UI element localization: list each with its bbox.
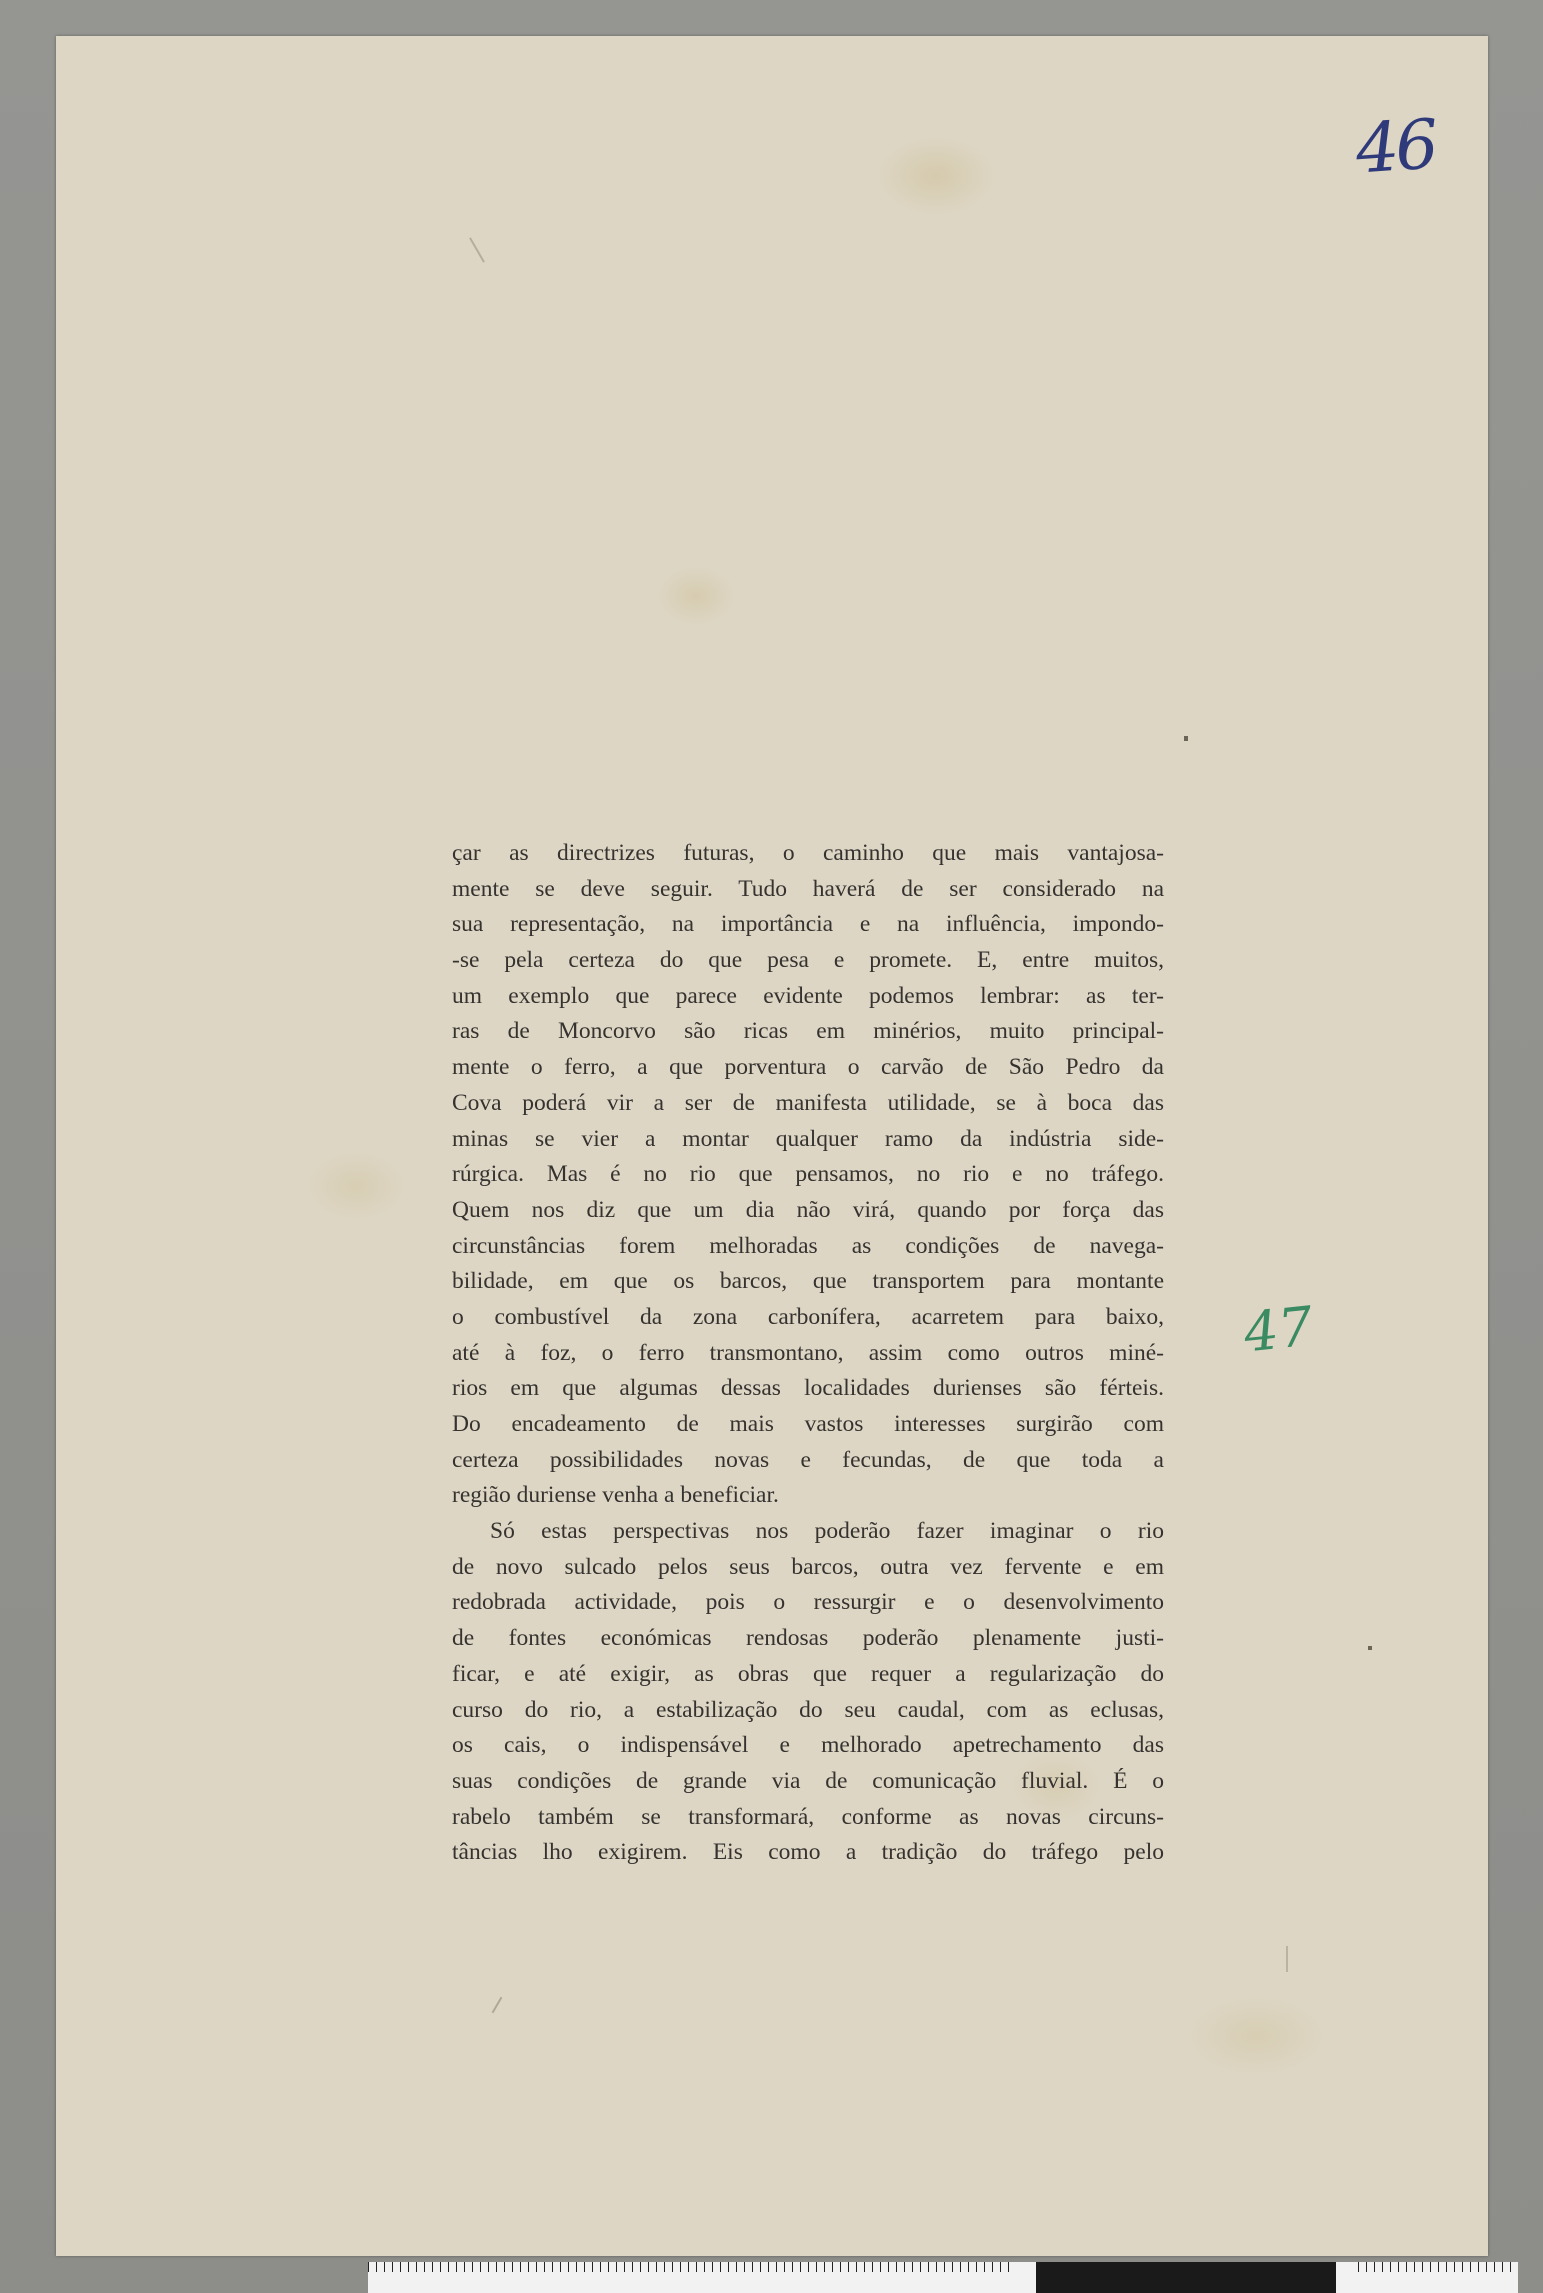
- text-line: bilidade, em que os barcos, que transportem para montante: [452, 1268, 1164, 1295]
- text-line: redobrada actividade, pois o ressurgir e o desenvolvimento: [452, 1589, 1164, 1616]
- text-line: ras de Moncorvo são ricas em minérios, muito principal-: [452, 1018, 1164, 1045]
- paper-speck: [492, 1997, 503, 2014]
- body-text: [452, 836, 1164, 1871]
- text-line: região duriense venha a beneficiar.: [452, 1482, 779, 1509]
- text-line: ficar, e até exigir, as obras que requer a regularização do: [452, 1660, 1164, 1687]
- text-line: circunstâncias forem melhoradas as condições de navega-: [452, 1232, 1164, 1259]
- text-line: o combustível da zona carbonífera, acarretem para baixo,: [452, 1303, 1164, 1330]
- paper-speck: [469, 237, 485, 262]
- ruler-ticks: [1358, 2262, 1518, 2293]
- text-line: curso do rio, a estabilização do seu caudal, com as eclusas,: [452, 1696, 1164, 1723]
- text-line: um exemplo que parece evidente podemos lembrar: as ter-: [452, 982, 1164, 1009]
- text-line: -se pela certeza do que pesa e promete. E, entre muitos,: [452, 947, 1164, 974]
- text-line: Quem nos diz que um dia não virá, quando por força das: [452, 1196, 1164, 1223]
- text-line: rabelo também se transformará, conforme as novas circuns-: [452, 1803, 1164, 1830]
- text-line: rios em que algumas dessas localidades durienses são férteis.: [452, 1375, 1164, 1402]
- text-line: rúrgica. Mas é no rio que pensamos, no rio e no tráfego.: [452, 1161, 1164, 1188]
- text-line: Só estas perspectivas nos poderão fazer imaginar o rio: [490, 1518, 1164, 1545]
- paper-speck: [1286, 1946, 1288, 1972]
- ruler-black-band: [1036, 2262, 1336, 2293]
- text-line: Do encadeamento de mais vastos interesses surgirão com: [452, 1411, 1164, 1437]
- text-line: Cova poderá vir a ser de manifesta utilidade, se à boca das: [452, 1089, 1164, 1116]
- text-line: até à foz, o ferro transmontano, assim como outros miné-: [452, 1339, 1164, 1366]
- text-line: sua representação, na importância e na influência, impondo-: [452, 911, 1164, 938]
- text-line: minas se vier a montar qualquer ramo da indústria side-: [452, 1125, 1164, 1152]
- text-line: suas condições de grande via de comunicação fluvial. É o: [452, 1767, 1164, 1794]
- paper-speck: [1184, 736, 1188, 741]
- text-line: tâncias lho exigirem. Eis como a tradição do tráfego pelo: [452, 1839, 1164, 1866]
- text-line: de novo sulcado pelos seus barcos, outra vez fervente e em: [452, 1553, 1164, 1580]
- document-page: [56, 36, 1488, 2256]
- folio-number: 46: [1353, 105, 1438, 190]
- text-line: çar as directrizes futuras, o caminho que mais vantajosa-: [452, 840, 1164, 866]
- text-line: certeza possibilidades novas e fecundas, de que toda a: [452, 1446, 1164, 1473]
- scale-ruler: [368, 2262, 1518, 2293]
- text-line: de fontes económicas rendosas poderão plenamente justi-: [452, 1625, 1164, 1652]
- text-line: mente se deve seguir. Tudo haverá de ser considerado na: [452, 875, 1164, 902]
- text-line: os cais, o indispensável e melhorado apetrechamento das: [452, 1732, 1164, 1759]
- margin-annotation: 47: [1240, 1294, 1316, 1365]
- text-line: mente o ferro, a que porventura o carvão de São Pedro da: [452, 1054, 1164, 1081]
- paper-speck: [1368, 1646, 1372, 1650]
- ruler-ticks: [368, 2262, 1013, 2293]
